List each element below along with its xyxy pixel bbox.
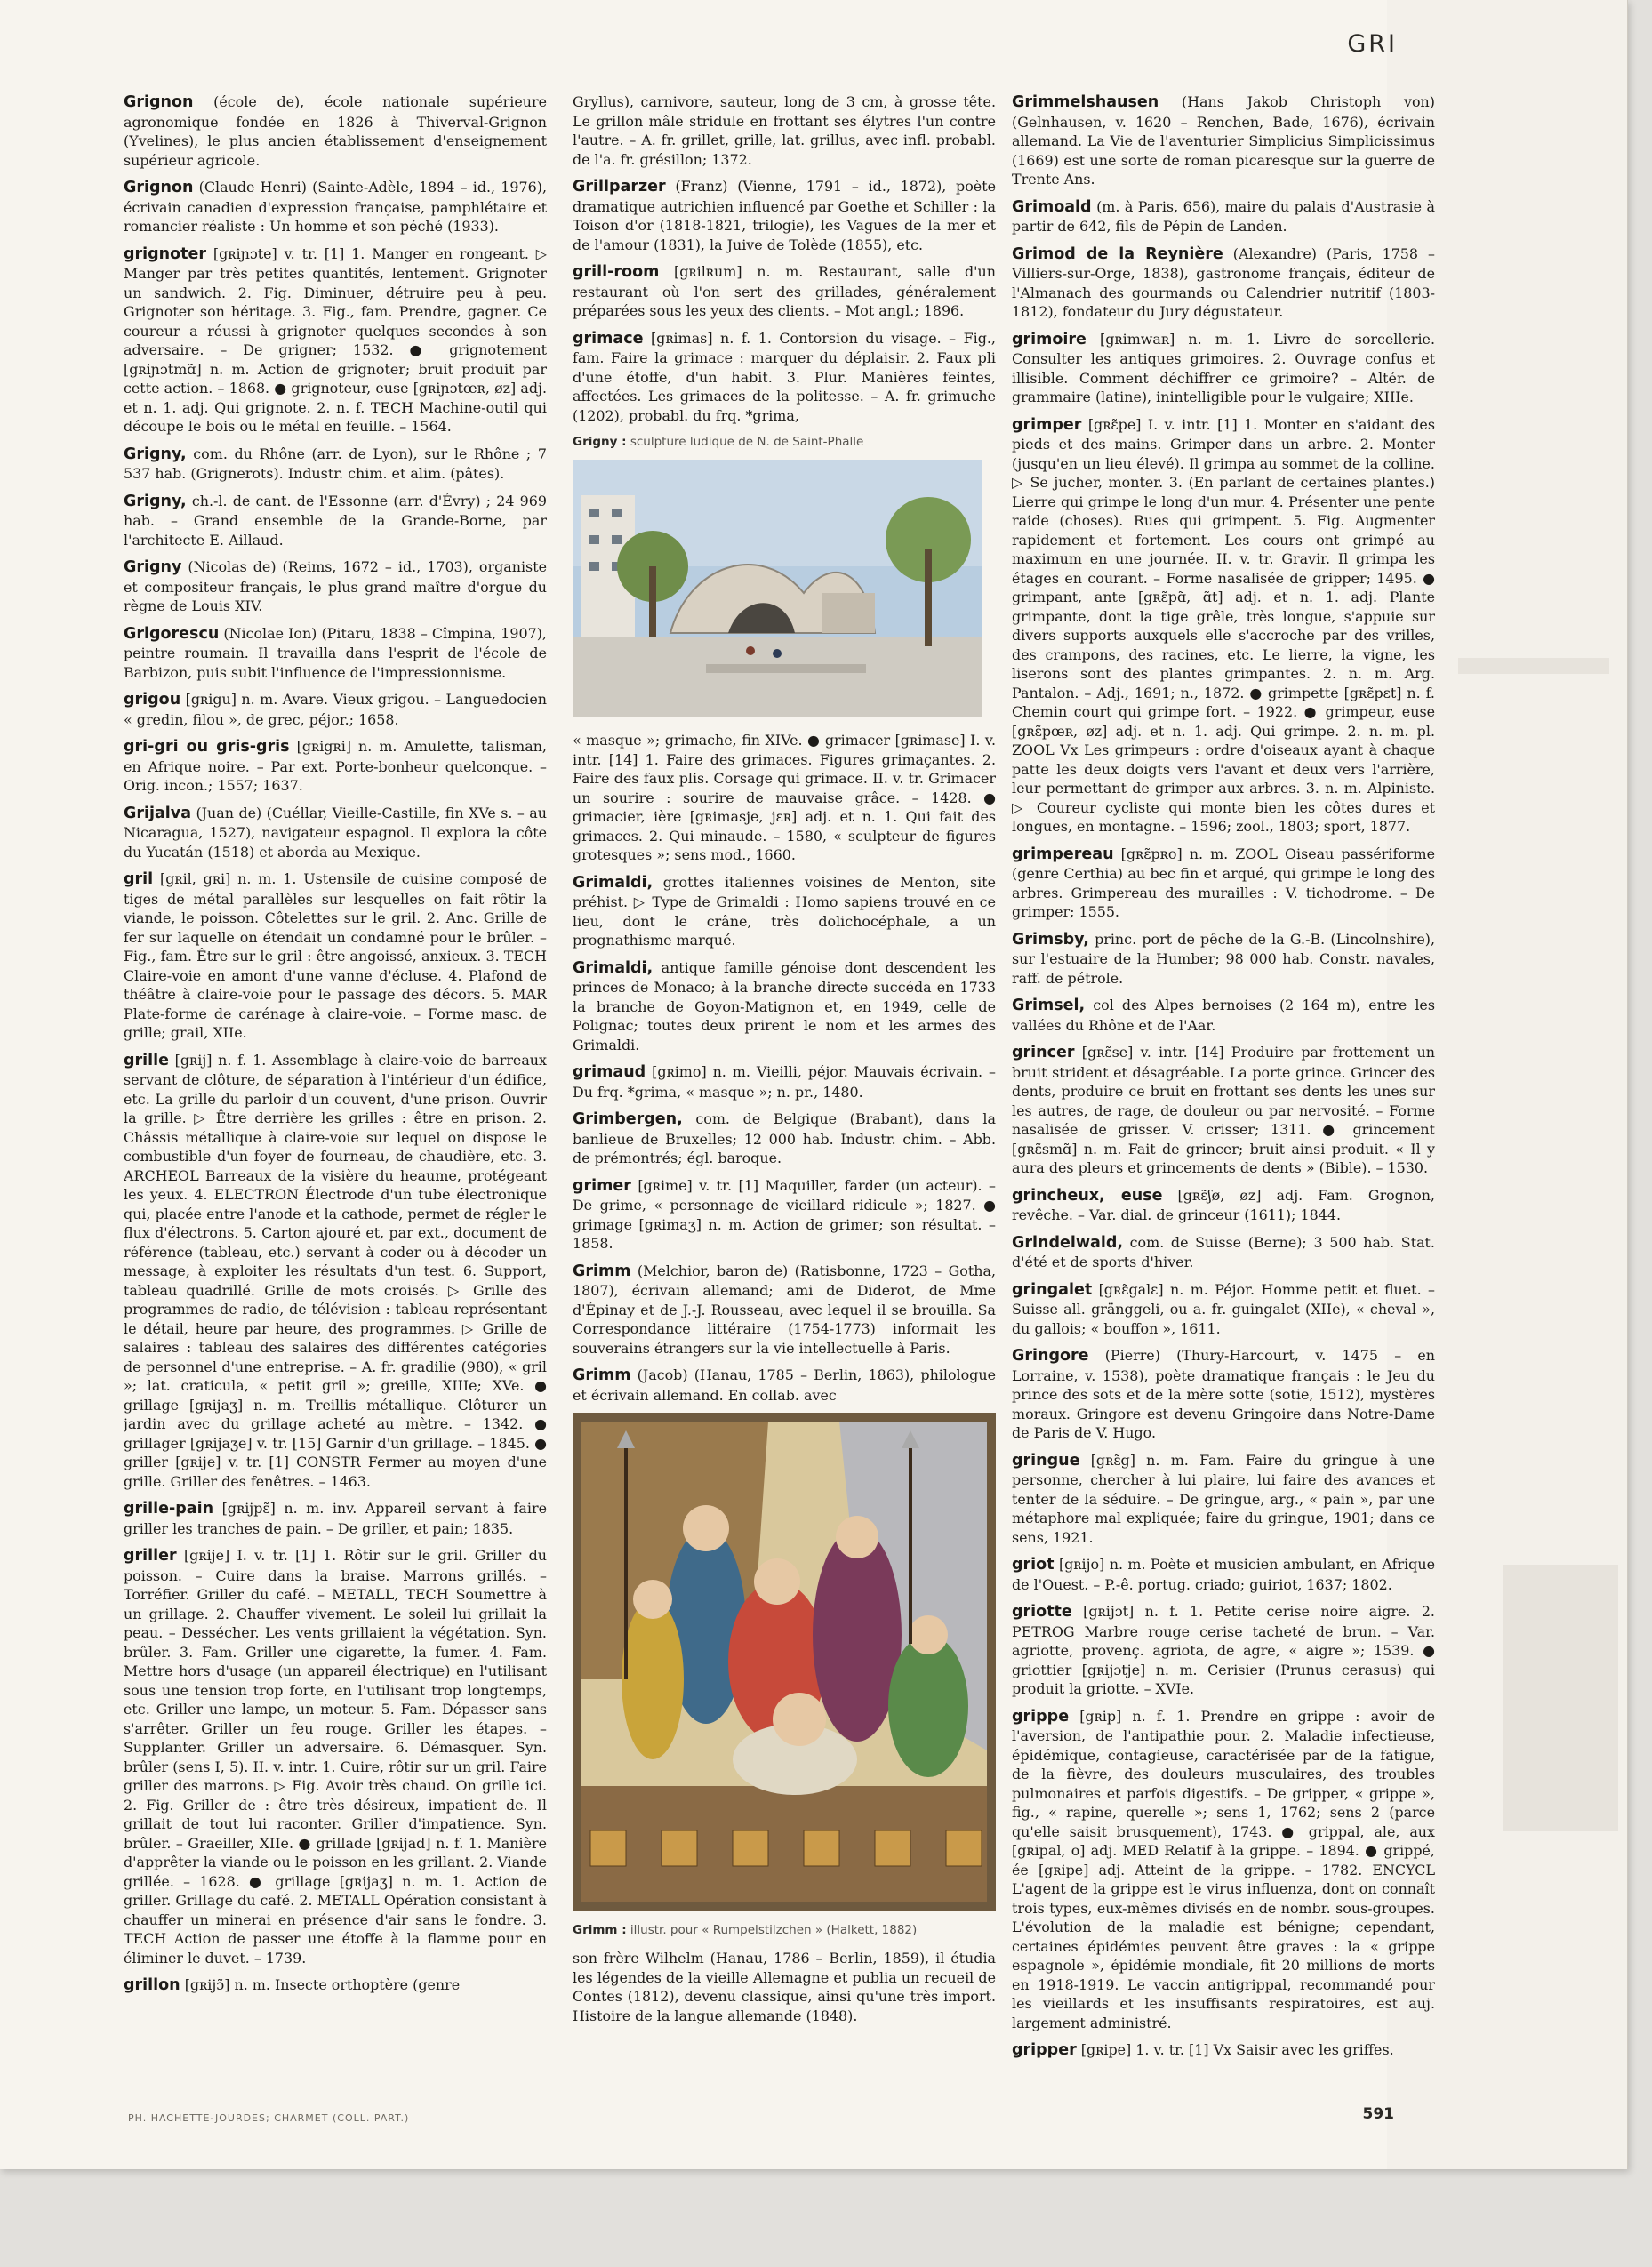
entry-headword: Grimmelshausen	[1012, 93, 1159, 111]
dictionary-entry	[1012, 330, 1435, 407]
entry-definition: [gʀigʀi] n. m. Amulette, talisman, en Afrique noire. – Par ext. Porte-bonheur quelconque. – Orig. incon.; 1557; 1637.	[124, 738, 547, 794]
dictionary-entry	[1012, 1280, 1435, 1339]
dictionary-entry	[124, 492, 547, 550]
dictionary-entry	[1012, 2040, 1435, 2061]
entry-definition: [gʀɛ̃se] v. intr. [14] Produire par frottement un bruit strident et désagréable. La porte grince. Grincer des dents, produire ce bruit en frottant ses dents les unes sur les autres, de rage, de douleur ou par nervosité. – Forme nasalisée de grisser. V. crisser; 1311. ● grincement [gʀɛ̃smɑ̃] n. m. Fait de grincer; bruit ainsi produit. « Il y aura des pleurs et grincements de dents » (Bible). – 1530.	[1012, 1044, 1435, 1176]
entry-definition: [gʀip] n. f. 1. Prendre en grippe : avoir de l'aversion, de l'antipathie pour. 2. Maladie infectieuse, épidémique, contagieuse, caractérisée par de la fatigue, de la fièvre, des douleurs musculaires, des troubles pulmonaires et parfois digestifs. – De gripper, « grippe », fig., « rapine, querelle »; sens 1, 1762; sens 2 (parce qu'elle saisit brusquement), 1743. ● grippal, ale, aux [gʀipal, o] adj. MED Relatif à la grippe. – 1894. ● grippé, ée [gʀipe] adj. Atteint de la grippe. – 1782. ENCYCL L'agent de la grippe est le virus influenza, dont on connaît trois types, eux-mêmes divisés en de nombr. sous-groupes. L'évolution de la maladie est bénigne; cependant, certaines épidémies peuvent être graves : la « grippe espagnole », épidémie mondiale, fit 20 millions de morts en 1918-1919. Le vaccin antigrippal, recommandé pour les vieillards et les insuffisants respiratoires, est auj. largement administré.	[1012, 1707, 1435, 2031]
dictionary-entry	[1012, 930, 1435, 989]
entry-definition: [gʀime] v. tr. [1] Maquiller, farder (un acteur). – De grime, « personnage de vieillard ridicule »; 1827. ● grimage [gʀimaʒ] n. m. Action de grimer; son résultat. – 1858.	[573, 1176, 996, 1252]
entry-definition: com. de Suisse (Berne); 3 500 hab. Stat. d'été et de sports d'hiver.	[1012, 1233, 1435, 1270]
figure-grigny	[573, 433, 996, 722]
entry-definition: (école de), école nationale supérieure agronomique fondée en 1826 à Thiverval-Grignon (Yvelines), le plus ancien établissement d'enseignement supérieur agricole.	[124, 93, 547, 169]
entry-headword: Grimaldi,	[573, 873, 654, 892]
dictionary-entry	[124, 690, 547, 729]
entry-headword: Grimbergen,	[573, 1110, 683, 1128]
entry-headword: gril	[124, 870, 154, 888]
dictionary-entry	[124, 624, 547, 683]
entry-definition: [gʀijɔt] n. f. 1. Petite cerise noire aigre. 2. PETROG Marbre rouge cerise tacheté de brun. – Var. agriotte, provenç. agriota, de agre, « aigre »; 1539. ● griottier [gʀijɔtje] n. m. Cerisier (Prunus cerasus) qui produit la griotte. – XVIe.	[1012, 1603, 1435, 1697]
entry-definition: [gʀimwaʀ] n. m. 1. Livre de sorcellerie. Consulter les antiques grimoires. 2. Ouvrage confus et illisible. Comment déchiffrer ce grimoire? – Altér. de grammaire (latine), inintelligible pour le vulgaire; XIIIe.	[1012, 330, 1435, 405]
running-header: GRI	[1347, 30, 1398, 58]
dictionary-entry	[573, 1062, 996, 1101]
dictionary-entry	[124, 1499, 547, 1538]
dictionary-entry	[573, 1176, 996, 1254]
entry-headword: Grigny,	[124, 445, 187, 463]
entry-headword: gri-gri ou gris-gris	[124, 738, 290, 756]
entry-headword: grippe	[1012, 1707, 1070, 1726]
dictionary-entry	[124, 804, 547, 862]
entry-definition: (Nicolae Ion) (Pitaru, 1838 – Cîmpina, 1907), peintre roumain. Il travailla dans l'esprit de l'école de Barbizon, puis subit l'influence de l'impressionnisme.	[124, 624, 547, 681]
entry-headword: grimaud	[573, 1063, 646, 1081]
dictionary-entry	[124, 178, 547, 236]
dictionary-entry	[1012, 1346, 1435, 1443]
figure-grigny-label: Grigny : sculpture ludique de N. de Saint-Phalle	[573, 435, 864, 449]
entry-headword: grille	[124, 1051, 170, 1069]
entry-headword: Grimod de la Reynière	[1012, 244, 1223, 263]
entry-headword: griot	[1012, 1556, 1055, 1574]
dictionary-entry	[1012, 1707, 1435, 2033]
page-number: 591	[1362, 2105, 1394, 2123]
entry-headword: grigou	[124, 691, 181, 709]
entry-headword: grincer	[1012, 1044, 1075, 1061]
entry-headword: grimace	[573, 329, 644, 348]
dictionary-entry	[573, 1109, 996, 1168]
dictionary-entry	[1012, 996, 1435, 1035]
entry-definition: [gʀijɔ̃] n. m. Insecte orthoptère (genre	[180, 1976, 461, 1993]
entry-definition: com. de Belgique (Brabant), dans la banlieue de Bruxelles; 12 000 hab. Industr. chim. – Abb. de prémontrés; égl. baroque.	[573, 1110, 996, 1166]
entry-definition: antique famille génoise dont descendent les princes de Monaco; à la branche directe succéda en 1733 la branche de Goyon-Matignon et, en 1949, celle de Polignac; toutes deux prirent le nom et les armes des Grimaldi.	[573, 958, 996, 1053]
entry-definition: (Nicolas de) (Reims, 1672 – id., 1703), organiste et compositeur français, le plus grand maître d'orgue du règne de Louis XIV.	[124, 558, 547, 614]
dictionary-entry	[1012, 244, 1435, 322]
dictionary-entry	[124, 557, 547, 616]
rumpelstilzchen-illustration	[573, 1413, 996, 1911]
entry-definition: (Hans Jakob Christoph von) (Gelnhausen, v. 1620 – Renchen, Bade, 1676), écrivain allemand. La Vie de l'aventurier Simplicius Simplicissimus (1669) est une sorte de roman picaresque sur la guerre de Trente Ans.	[1012, 93, 1435, 188]
dictionary-entry	[124, 737, 547, 796]
dictionary-entry	[124, 244, 547, 437]
dictionary-entry	[573, 731, 996, 865]
column-1	[124, 92, 547, 2091]
entry-headword: gringue	[1012, 1451, 1080, 1470]
dictionary-entry	[573, 92, 996, 169]
grigny-sculpture-photo	[573, 460, 982, 717]
entry-headword: griller	[124, 1547, 177, 1565]
entry-definition: [gʀɛ̃pe] I. v. intr. [1] 1. Monter en s'aidant des pieds et des mains. Grimper dans un arbre. 2. Monter (jusqu'en un lieu élevé). Il grimpa au sommet de la colline. ▷ Se jucher, monter. 3. (En parlant de certaines plantes.) Lierre qui grimpe le long d'un mur. 4. Présenter une pente raide (choses). Rues qui grimpent. 5. Fig. Augmenter rapidement et fortement. Les cours ont grimpé au maximum en une journée. II. v. tr. Gravir. Il grimpa les étages en courant. – Forme nasalisée de gripper; 1495. ● grimpant, ante [gʀɛ̃pɑ̃, ɑ̃t] adj. et n. 1. adj. Plante grimpante, dont la tige grêle, très longue, s'appuie sur divers supports auxquels elle s'accroche par des vrilles, des crampons, des racines, etc. Le lierre, la vigne, les liserons sont des plantes grimpantes. 2. n. m. Arg. Pantalon. – Adj., 1691; n., 1872. ● grimpette [gʀɛ̃pɛt] n. f. Chemin court qui grimpe fort. – 1922. ● grimpeur, euse [gʀɛ̃pœʀ, øz] adj. et n. 1. adj. Qui grimpe. 2. n. m. pl. ZOOL Vx Les grimpeurs : ordre d'oiseaux ayant à chaque patte les deux doigts vers l'avant et deux vers l'arrière, leur permettant de grimper aux arbres. 3. n. m. Alpiniste. ▷ Coureur cycliste qui monte bien les côtes dures et longues, en montagne. – 1596; zool., 1803; sport, 1877.	[1012, 415, 1435, 835]
dictionary-entry	[573, 329, 996, 426]
entry-definition: (Melchior, baron de) (Ratisbonne, 1723 – Gotha, 1807), écrivain allemand; ami de Diderot, de Mme d'Épinay et de J.-J. Rousseau, avec lequel il se brouilla. Sa Correspondance littéraire (1754-1773) informait les souverains étrangers sur la vie intellectuelle à Paris.	[573, 1262, 996, 1357]
dictionary-entry	[124, 869, 547, 1043]
entry-headword: grignoter	[124, 244, 207, 263]
entry-headword: grillon	[124, 1976, 180, 1994]
column-2	[573, 92, 996, 2091]
dictionary-entry	[1012, 415, 1435, 837]
entry-definition: [gʀil, gʀi] n. m. 1. Ustensile de cuisine composé de tiges de métal parallèles sur lesquelles on fait rôtir la viande, le poisson. Côtelettes sur le gril. 2. Anc. Grille de fer sur laquelle on étendait un condamné pour le brûler. – Fig., fam. Être sur le gril : être angoissé, anxieux. 3. TECH Claire-voie en amont d'une vanne d'écluse. 4. Plafond de théâtre à claire-voie pour le passage des décors. 5. MAR Plate-forme de carénage à claire-voie. – Forme masc. de grille; grail, XIIe.	[124, 870, 547, 1041]
column-2-top	[573, 92, 996, 425]
entry-headword: Grimm	[573, 1262, 631, 1280]
dictionary-entry	[1012, 1451, 1435, 1548]
column-2-bottom	[573, 1949, 996, 2025]
entry-definition: (Franz) (Vienne, 1791 – id., 1872), poète dramatique autrichien influencé par Goethe et Schiller : la Toison d'or (1818-1821, trilogie), les Vagues de la mer et de l'amour (1831), la Juive de Tolède (1855), etc.	[573, 178, 996, 253]
entry-definition: [gʀilʀum] n. m. Restaurant, salle d'un restaurant où l'on sert des grillades, généralement préparées sous les yeux des clients. – Mot angl.; 1896.	[573, 263, 996, 319]
entry-definition: [gʀɛ̃ʃø, øz] adj. Fam. Grognon, revêche. – Var. dial. de grinceur (1611); 1844.	[1012, 1186, 1435, 1223]
entry-headword: Grillparzer	[573, 178, 666, 196]
entry-headword: Grigorescu	[124, 624, 220, 643]
entry-definition: col des Alpes bernoises (2 164 m), entre les vallées du Rhône et de l'Aar.	[1012, 997, 1435, 1034]
dictionary-entry	[1012, 1186, 1435, 1225]
entry-definition: [gʀijo] n. m. Poète et musicien ambulant, en Afrique de l'Ouest. – P.-ê. portug. criado; guiriot, 1637; 1802.	[1012, 1556, 1435, 1593]
entry-headword: Grignon	[124, 179, 194, 196]
entry-definition: « masque »; grimache, fin XIVe. ● grimacer [gʀimase] I. v. intr. [14] 1. Faire des grimaces. Figures grimaçantes. 2. Faire des faux plis. Corsage qui grimace. II. v. tr. Grimacer un sourire : sourire de mauvaise grâce. – 1428. ● grimacier, ière [gʀimasje, jɛʀ] adj. et n. 1. Qui fait des grimaces. 2. Qui minaude. – 1580, « sculpteur de figures grotesques »; sens mod., 1660.	[573, 732, 996, 863]
entry-definition: (Claude Henri) (Sainte-Adèle, 1894 – id., 1976), écrivain canadien d'expression française, pamphlétaire et romancier réaliste : Un homme et son péché (1933).	[124, 179, 547, 235]
entry-headword: griotte	[1012, 1603, 1072, 1621]
entry-definition: (Juan de) (Cuéllar, Vieille-Castille, fin XVe s. – au Nicaragua, 1527), navigateur espagnol. Il explora la côte du Yucatán (1518) et aborda au Mexique.	[124, 804, 547, 861]
entry-definition: son frère Wilhelm (Hanau, 1786 – Berlin, 1859), il étudia les légendes de la vieille Allemagne et publia un recueil de Contes (1812), devenu classique, ainsi qu'une très import. Histoire de la langue allemande (1848).	[573, 1950, 996, 2024]
figure-grimm	[573, 1413, 996, 1940]
entry-definition: [gʀipe] 1. v. tr. [1] Vx Saisir avec les griffes.	[1076, 2041, 1394, 2058]
entry-headword: Grignon	[124, 93, 194, 111]
entry-definition: [gʀɛ̃galɛ] n. m. Péjor. Homme petit et fluet. – Suisse all. gränggeli, ou a. fr. guingalet (XIIe), « cheval », du gallois; « bouffon », 1611.	[1012, 1280, 1435, 1337]
entry-definition: com. du Rhône (arr. de Lyon), sur le Rhône ; 7 537 hab. (Grignerots). Industr. chim. et alim. (pâtes).	[124, 445, 547, 482]
entry-definition: [gʀij] n. f. 1. Assemblage à claire-voie de barreaux servant de clôture, de séparation à l'intérieur d'un édifice, etc. La grille du parloir d'un couvent, d'une prison. Ouvrir la grille. ▷ Être derrière les grilles : être en prison. 2. Châssis métallique à claire-voie sur lequel on dispose le combustible d'un foyer de fourneau, de chaudière, etc. 3. ARCHEOL Barreaux de la visière du heaume, protégeant les yeux. 4. ELECTRON Électrode d'un tube électronique qui, placée entre l'anode et la cathode, permet de régler le flux d'électrons. 5. Carton ajouré et, par ext., document de référence (tableau, etc.) servant à coder ou à décoder un message, à exploiter les résultats d'un test. 6. Support, tableau quadrillé. Grille de mots croisés. ▷ Grille des programmes de radio, de télévision : tableau représentant le détail, heure par heure, des programmes. ▷ Grille de salaires : tableau des salaires des différentes catégories de personnel d'une entreprise. – A. fr. gradilie (980), « gril »; lat. craticula, « petit gril »; greille, XIIIe; XVe. ● grillage [gʀijaʒ] n. m. Treillis métallique. Clôturer un jardin avec du grillage acheté au mètre. – 1342. ● grillager [gʀijaʒe] v. tr. [15] Garnir d'un grillage. – 1845. ● griller [gʀije] v. tr. [1] CONSTR Fermer au moyen d'une grille. Griller des fenêtres. – 1463.	[124, 1051, 547, 1490]
entry-definition: princ. port de pêche de la G.-B. (Lincolnshire), sur l'estuaire de la Humber; 98 000 hab. Constr. navales, raff. de pétrole.	[1012, 930, 1435, 987]
entry-definition: (Jacob) (Hanau, 1785 – Berlin, 1863), philologue et écrivain allemand. En collab. avec	[573, 1366, 996, 1404]
entry-headword: Gringore	[1012, 1347, 1089, 1365]
entry-headword: grimoire	[1012, 330, 1087, 348]
figure-grimm-caption: Grimm : illustr. pour « Rumpelstilzchen » (Halkett, 1882)	[573, 1922, 918, 1937]
entry-headword: Grijalva	[124, 804, 192, 822]
entry-definition: [gʀije] I. v. tr. [1] 1. Rôtir sur le gril. Griller du poisson. – Cuire dans la braise. Marrons grillés. – Torréfier. Griller du café. – METALL, TECH Soumettre à un grillage. 2. Chauffer vivement. Le soleil lui grillait la peau. – Dessécher. Les vents grillaient la végétation. Syn. brûler. 3. Fam. Griller une cigarette, la fumer. 4. Fam. Mettre hors d'usage (un appareil électrique) en l'utilisant sous une tension trop forte, en l'utilisant trop longtemps, etc. Griller une lampe, un moteur. 5. Fam. Dépasser sans s'arrêter. Griller un feu rouge. Griller les étapes. – Supplanter. Griller un adversaire. 6. Démasquer. Syn. brûler (sens I, 5). II. v. intr. 1. Cuire, rôtir sur un gril. Faire griller des marrons. ▷ Fig. Avoir très chaud. On grille ici. 2. Fig. Griller de : être très désireux, impatient de. Il grillait de tout lui raconter. Griller d'impatience. Syn. brûler. – Graeiller, XIIe. ● grillade [gʀijad] n. f. 1. Manière d'apprêter la viande ou le poisson en les grillant. 2. Viande grillée. – 1628. ● grillage [gʀijaʒ] n. m. 1. Action de griller. Grillage du café. 2. METALL Opération consistant à chauffer un minerai en présence d'air sans le fondre. 3. TECH Action de passer une étoffe à la flamme pour en éliminer le duvet. – 1739.	[124, 1547, 547, 1967]
dictionary-entry	[1012, 845, 1435, 922]
entry-headword: Grimsel,	[1012, 997, 1086, 1014]
entry-definition: Gryllus), carnivore, sauteur, long de 3 cm, à grosse tête. Le grillon mâle stridule en frottant ses élytres l'un contre l'autre. – A. fr. grillet, grille, lat. grillus, avec infl. probabl. de l'a. fr. grésillon; 1372.	[573, 93, 996, 168]
dictionary-entry	[124, 1975, 547, 1996]
bleed-through-mark	[1503, 1565, 1618, 1831]
entry-headword: Grimm	[573, 1366, 631, 1384]
entry-definition: (m. à Paris, 656), maire du palais d'Austrasie à partir de 642, fils de Pépin de Landen.	[1012, 197, 1435, 235]
photo-credit: PH. HACHETTE-JOURDES; CHARMET (COLL. PART.)	[128, 2112, 410, 2124]
entry-headword: grimpereau	[1012, 845, 1114, 863]
column-2-middle	[573, 731, 996, 1405]
dictionary-entry	[1012, 1233, 1435, 1272]
dictionary-entry	[573, 958, 996, 1055]
dictionary-entry	[124, 1051, 547, 1492]
dictionary-entry	[1012, 197, 1435, 236]
dictionary-entry	[573, 1949, 996, 2025]
dictionary-entry	[1012, 1043, 1435, 1178]
entry-headword: Grigny,	[124, 492, 187, 510]
dictionary-entry	[1012, 1602, 1435, 1699]
entry-headword: Grimoald	[1012, 197, 1092, 216]
entry-definition: [gʀijpɛ̃] n. m. inv. Appareil servant à faire griller les tranches de pain. – De griller, et pain; 1835.	[124, 1500, 547, 1537]
dictionary-entry	[573, 1262, 996, 1358]
entry-definition: [gʀiɲɔte] v. tr. [1] 1. Manger en rongeant. ▷ Manger par très petites quantités, lentement. Grignoter un sandwich. 2. Fig. Diminuer, détruire peu à peu. Grignoter son héritage. 3. Fig., fam. Prendre, gagner. Ce coureur a réussi à grignoter quelques secondes à son adversaire. – De grigner; 1532. ● grignotement [gʀiɲɔtmɑ̃] n. m. Action de grignoter; bruit produit par cette action. – 1868. ● grignoteur, euse [gʀiɲɔtœʀ, øz] adj. et n. 1. adj. Qui grignote. 2. n. f. TECH Machine-outil qui découpe le bois ou le métal en feuille. – 1564.	[124, 244, 547, 435]
dictionary-entry	[573, 262, 996, 321]
dictionary-entry	[124, 445, 547, 484]
entry-headword: grimer	[573, 1176, 631, 1195]
entry-headword: Grimsby,	[1012, 930, 1089, 949]
entry-headword: grill-room	[573, 263, 660, 281]
entry-definition: [gʀimas] n. f. 1. Contorsion du visage. – Fig., fam. Faire la grimace : marquer du déplaisir. 2. Faux pli d'une étoffe, d'un habit. 3. Plur. Manières feintes, affectées. Les grimaces de la politesse. – A. fr. grimuche (1202), probabl. du frq. *grima,	[573, 329, 996, 424]
dictionary-entry	[1012, 1555, 1435, 1594]
entry-definition: [gʀɛ̃g] n. m. Fam. Faire du gringue à une personne, chercher à lui plaire, lui faire des avances et tenter de la séduire. – De gringue, arg., « pain », par une métaphore mal expliquée; faire du gringue, 1901; dans ce sens, 1921.	[1012, 1451, 1435, 1546]
dictionary-entry	[1012, 92, 1435, 189]
entry-definition: grottes italiennes voisines de Menton, site préhist. ▷ Type de Grimaldi : Homo sapiens trouvé en ce lieu, dont le crâne, très dolichocéphale, a un prognathisme marqué.	[573, 873, 996, 949]
entry-headword: gripper	[1012, 2041, 1077, 2059]
dictionary-entry	[124, 92, 547, 170]
entry-headword: Grigny	[124, 558, 182, 576]
dictionary-entry	[124, 1546, 547, 1967]
entry-headword: grille-pain	[124, 1500, 214, 1518]
entry-definition: [gʀigu] n. m. Avare. Vieux grigou. – Languedocien « gredin, filou », de grec, péjor.; 1658.	[124, 691, 547, 728]
entry-definition: (Pierre) (Thury-Harcourt, v. 1475 – en Lorraine, v. 1538), poète dramatique français : le Jeu du prince des sots et de la mère sotte (sotie, 1512), mystères moraux. Gringore est devenu Gringoire dans Notre-Dame de Paris de V. Hugo.	[1012, 1347, 1435, 1441]
entry-headword: grimper	[1012, 415, 1082, 434]
entry-definition: (Alexandre) (Paris, 1758 – Villiers-sur-Orge, 1838), gastronome français, éditeur de l'Almanach des gourmands ou Calendrier nutritif (1803-1812), fondateur du Jury dégustateur.	[1012, 244, 1435, 320]
entry-definition: [gʀimo] n. m. Vieilli, péjor. Mauvais écrivain. – Du frq. *grima, « masque »; n. pr., 1480.	[573, 1063, 996, 1101]
entry-headword: gringalet	[1012, 1280, 1093, 1299]
bleed-through-mark	[1458, 658, 1609, 674]
entry-headword: grincheux, euse	[1012, 1186, 1163, 1205]
dictionary-entry	[573, 1366, 996, 1405]
dictionary-entry	[573, 177, 996, 254]
column-3	[1012, 92, 1435, 2091]
entry-headword: Grindelwald,	[1012, 1233, 1123, 1252]
dictionary-entry	[573, 873, 996, 950]
entry-headword: Grimaldi,	[573, 958, 654, 977]
entry-definition: ch.-l. de cant. de l'Essonne (arr. d'Évry) ; 24 969 hab. – Grand ensemble de la Grande-Borne, par l'architecte E. Aillaud.	[124, 492, 547, 549]
entry-definition: [gʀɛ̃pʀo] n. m. ZOOL Oiseau passériforme (genre Certhia) au bec fin et arqué, qui grimpe le long des arbres. Grimpereau des murailles : V. tichodrome. – De grimper; 1555.	[1012, 845, 1435, 920]
